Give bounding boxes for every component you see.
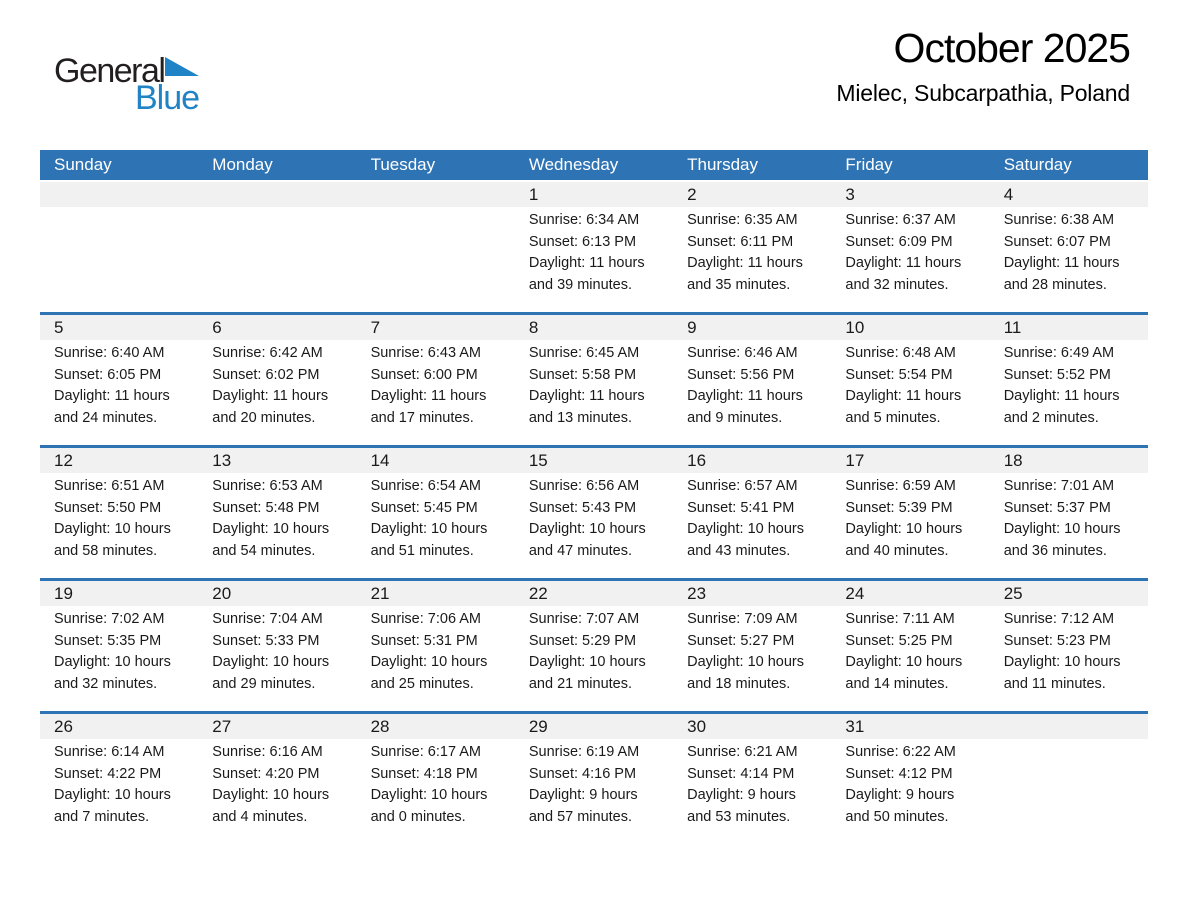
daylight-text: Daylight: 10 hours and 7 minutes. bbox=[54, 787, 171, 825]
day-number-9: 9 bbox=[687, 318, 697, 337]
day-cell-1 bbox=[515, 207, 673, 312]
sunrise-text: Sunrise: 6:54 AM bbox=[370, 478, 481, 494]
day-cell-16 bbox=[673, 473, 831, 578]
sunrise-text: Sunrise: 6:59 AM bbox=[845, 478, 956, 494]
day-number-26: 26 bbox=[54, 717, 73, 736]
day-cell-14 bbox=[357, 473, 515, 578]
sunset-text: Sunset: 6:00 PM bbox=[370, 366, 478, 383]
day-details-row bbox=[40, 606, 1148, 711]
day-cell-6 bbox=[198, 340, 356, 445]
empty-day-number bbox=[357, 182, 515, 207]
sunrise-text: Sunrise: 6:43 AM bbox=[370, 345, 481, 361]
day-cell-28 bbox=[357, 739, 515, 844]
sunset-text: Sunset: 5:58 PM bbox=[528, 366, 637, 383]
sunset-text: Sunset: 4:12 PM bbox=[845, 765, 953, 782]
day-number-8: 8 bbox=[528, 318, 539, 337]
day-details-row bbox=[40, 207, 1148, 312]
day-cell-31 bbox=[831, 739, 989, 844]
day-number-16: 16 bbox=[687, 451, 707, 470]
sunset-text: Sunset: 5:35 PM bbox=[54, 632, 162, 649]
day-details-row bbox=[40, 340, 1148, 445]
empty-day-cell bbox=[357, 207, 515, 312]
day-cell-19 bbox=[40, 606, 198, 711]
sunrise-text: Sunrise: 7:04 AM bbox=[212, 611, 323, 627]
daylight-text: Daylight: 10 hours and 47 minutes. bbox=[528, 521, 646, 559]
day-cell-3 bbox=[831, 207, 989, 312]
daylight-text: Daylight: 10 hours and 40 minutes. bbox=[845, 521, 963, 559]
day-number-27: 27 bbox=[212, 717, 232, 736]
day-cell-22 bbox=[515, 606, 673, 711]
sunrise-text: Sunrise: 6:49 AM bbox=[1003, 345, 1115, 361]
week-row-2 bbox=[40, 312, 1148, 445]
sunrise-text: Sunrise: 6:17 AM bbox=[370, 744, 481, 760]
sunset-text: Sunset: 5:56 PM bbox=[687, 366, 795, 383]
day-cell-4 bbox=[990, 207, 1148, 312]
sunset-text: Sunset: 5:39 PM bbox=[845, 499, 953, 516]
day-number-6: 6 bbox=[212, 318, 222, 337]
sunrise-text: Sunrise: 7:06 AM bbox=[370, 611, 481, 627]
title-block bbox=[836, 26, 1130, 107]
day-number-15: 15 bbox=[528, 451, 548, 470]
sunrise-text: Sunrise: 7:07 AM bbox=[528, 611, 640, 627]
sunrise-text: Sunrise: 6:57 AM bbox=[687, 478, 798, 494]
day-number-14: 14 bbox=[370, 451, 390, 470]
calendar-weeks bbox=[40, 182, 1148, 844]
daylight-text: Daylight: 11 hours and 20 minutes. bbox=[212, 388, 329, 426]
sunset-text: Sunset: 4:18 PM bbox=[370, 765, 478, 782]
daylight-text: Daylight: 10 hours and 54 minutes. bbox=[212, 521, 330, 559]
empty-day-cell bbox=[198, 207, 356, 312]
day-number-23: 23 bbox=[687, 584, 707, 603]
daylight-text: Daylight: 11 hours and 2 minutes. bbox=[1003, 388, 1120, 426]
day-details-row bbox=[40, 473, 1148, 578]
daylight-text: Daylight: 10 hours and 11 minutes. bbox=[1003, 654, 1121, 692]
sunset-text: Sunset: 5:31 PM bbox=[370, 632, 478, 649]
sunrise-text: Sunrise: 6:45 AM bbox=[528, 345, 640, 361]
sunrise-text: Sunrise: 7:02 AM bbox=[54, 611, 165, 627]
month-title: October 2025 bbox=[893, 25, 1130, 71]
day-number-12: 12 bbox=[54, 451, 73, 470]
day-number-7: 7 bbox=[370, 318, 381, 337]
sunrise-text: Sunrise: 6:40 AM bbox=[54, 345, 165, 361]
day-number-18: 18 bbox=[1003, 451, 1023, 470]
day-cell-17 bbox=[831, 473, 989, 578]
sunset-text: Sunset: 5:33 PM bbox=[212, 632, 320, 649]
sunrise-text: Sunrise: 6:19 AM bbox=[528, 744, 640, 760]
day-number-20: 20 bbox=[212, 584, 232, 603]
day-number-10: 10 bbox=[845, 318, 865, 337]
daylight-text: Daylight: 10 hours and 21 minutes. bbox=[528, 654, 646, 692]
day-number-5: 5 bbox=[54, 318, 64, 337]
daylight-text: Daylight: 11 hours and 32 minutes. bbox=[845, 255, 962, 293]
logo-text-general: General bbox=[54, 52, 165, 90]
sunrise-text: Sunrise: 6:35 AM bbox=[687, 212, 798, 228]
daylight-text: Daylight: 9 hours and 57 minutes. bbox=[528, 787, 638, 825]
sunset-text: Sunset: 5:43 PM bbox=[528, 499, 637, 516]
daylight-text: Daylight: 11 hours and 39 minutes. bbox=[528, 255, 645, 293]
weekday-header-wednesday: Wednesday bbox=[528, 155, 619, 174]
day-number-strip bbox=[40, 581, 1148, 606]
empty-day-number bbox=[198, 182, 356, 207]
day-details-row bbox=[40, 739, 1148, 844]
location-subtitle: Mielec, Subcarpathia, Poland bbox=[836, 80, 1130, 107]
sunset-text: Sunset: 6:11 PM bbox=[687, 233, 794, 250]
day-cell-11 bbox=[990, 340, 1148, 445]
sunset-text: Sunset: 6:07 PM bbox=[1003, 233, 1111, 250]
page-header bbox=[40, 26, 1148, 150]
day-cell-24 bbox=[831, 606, 989, 711]
weekday-header-saturday: Saturday bbox=[1003, 155, 1072, 174]
sunset-text: Sunset: 4:16 PM bbox=[528, 765, 637, 782]
sunset-text: Sunset: 5:50 PM bbox=[54, 499, 162, 516]
daylight-text: Daylight: 11 hours and 13 minutes. bbox=[528, 388, 645, 426]
day-number-22: 22 bbox=[528, 584, 548, 603]
logo-triangle-icon bbox=[165, 57, 199, 76]
sunrise-text: Sunrise: 7:09 AM bbox=[687, 611, 798, 627]
day-cell-5 bbox=[40, 340, 198, 445]
day-cell-21 bbox=[357, 606, 515, 711]
day-number-13: 13 bbox=[212, 451, 232, 470]
sunset-text: Sunset: 5:54 PM bbox=[845, 366, 953, 383]
weekday-header-thursday: Thursday bbox=[687, 155, 758, 174]
day-number-strip bbox=[40, 714, 1148, 739]
daylight-text: Daylight: 10 hours and 25 minutes. bbox=[370, 654, 488, 692]
day-cell-25 bbox=[990, 606, 1148, 711]
day-cell-26 bbox=[40, 739, 198, 844]
daylight-text: Daylight: 10 hours and 43 minutes. bbox=[687, 521, 804, 559]
sunrise-text: Sunrise: 6:16 AM bbox=[212, 744, 323, 760]
day-number-28: 28 bbox=[370, 717, 390, 736]
daylight-text: Daylight: 10 hours and 4 minutes. bbox=[212, 787, 330, 825]
sunrise-text: Sunrise: 6:34 AM bbox=[528, 212, 640, 228]
day-cell-2 bbox=[673, 207, 831, 312]
day-number-19: 19 bbox=[54, 584, 73, 603]
daylight-text: Daylight: 10 hours and 14 minutes. bbox=[845, 654, 963, 692]
day-number-24: 24 bbox=[845, 584, 865, 603]
sunrise-text: Sunrise: 6:48 AM bbox=[845, 345, 956, 361]
sunset-text: Sunset: 5:48 PM bbox=[212, 499, 320, 516]
day-number-29: 29 bbox=[528, 717, 548, 736]
weekday-header-sunday: Sunday bbox=[54, 155, 112, 174]
day-cell-23 bbox=[673, 606, 831, 711]
day-number-strip bbox=[40, 182, 1148, 207]
day-number-1: 1 bbox=[528, 185, 539, 204]
day-cell-20 bbox=[198, 606, 356, 711]
daylight-text: Daylight: 11 hours and 35 minutes. bbox=[687, 255, 803, 293]
day-number-3: 3 bbox=[845, 185, 855, 204]
daylight-text: Daylight: 10 hours and 58 minutes. bbox=[54, 521, 171, 559]
day-cell-27 bbox=[198, 739, 356, 844]
day-number-strip bbox=[40, 315, 1148, 340]
daylight-text: Daylight: 10 hours and 36 minutes. bbox=[1003, 521, 1121, 559]
week-row-4 bbox=[40, 578, 1148, 711]
empty-day-cell bbox=[40, 207, 198, 312]
sunrise-text: Sunrise: 6:38 AM bbox=[1003, 212, 1115, 228]
empty-day-number bbox=[990, 714, 1148, 739]
sunset-text: Sunset: 6:02 PM bbox=[212, 366, 320, 383]
sunset-text: Sunset: 4:14 PM bbox=[687, 765, 795, 782]
sunset-text: Sunset: 5:23 PM bbox=[1003, 632, 1111, 649]
sunrise-text: Sunrise: 6:22 AM bbox=[845, 744, 956, 760]
day-number-31: 31 bbox=[845, 717, 865, 736]
week-row-5 bbox=[40, 711, 1148, 844]
day-cell-7 bbox=[357, 340, 515, 445]
sunset-text: Sunset: 4:22 PM bbox=[54, 765, 162, 782]
weekday-header-friday: Friday bbox=[845, 155, 893, 174]
week-row-3 bbox=[40, 445, 1148, 578]
sunset-text: Sunset: 5:29 PM bbox=[528, 632, 637, 649]
sunset-text: Sunset: 5:45 PM bbox=[370, 499, 478, 516]
sunrise-text: Sunrise: 6:37 AM bbox=[845, 212, 956, 228]
sunset-text: Sunset: 5:25 PM bbox=[845, 632, 953, 649]
daylight-text: Daylight: 10 hours and 0 minutes. bbox=[370, 787, 488, 825]
sunset-text: Sunset: 6:13 PM bbox=[528, 233, 637, 250]
sunrise-text: Sunrise: 6:21 AM bbox=[687, 744, 798, 760]
daylight-text: Daylight: 11 hours and 5 minutes. bbox=[845, 388, 962, 426]
day-number-4: 4 bbox=[1003, 185, 1014, 204]
sunset-text: Sunset: 4:20 PM bbox=[212, 765, 320, 782]
daylight-text: Daylight: 9 hours and 50 minutes. bbox=[845, 787, 955, 825]
sunrise-text: Sunrise: 6:56 AM bbox=[528, 478, 640, 494]
day-number-30: 30 bbox=[687, 717, 707, 736]
sunrise-text: Sunrise: 6:53 AM bbox=[212, 478, 323, 494]
sunrise-text: Sunrise: 6:42 AM bbox=[212, 345, 323, 361]
week-row-1 bbox=[40, 182, 1148, 312]
day-cell-29 bbox=[515, 739, 673, 844]
general-blue-logo bbox=[54, 54, 199, 115]
day-cell-18 bbox=[990, 473, 1148, 578]
day-cell-13 bbox=[198, 473, 356, 578]
daylight-text: Daylight: 11 hours and 17 minutes. bbox=[370, 388, 487, 426]
day-number-2: 2 bbox=[687, 185, 697, 204]
daylight-text: Daylight: 9 hours and 53 minutes. bbox=[687, 787, 796, 825]
sunset-text: Sunset: 6:05 PM bbox=[54, 366, 162, 383]
day-number-21: 21 bbox=[370, 584, 390, 603]
sunrise-text: Sunrise: 7:11 AM bbox=[845, 611, 955, 627]
daylight-text: Daylight: 11 hours and 24 minutes. bbox=[54, 388, 170, 426]
weekday-header-monday: Monday bbox=[212, 155, 273, 174]
day-cell-12 bbox=[40, 473, 198, 578]
daylight-text: Daylight: 10 hours and 32 minutes. bbox=[54, 654, 171, 692]
weekday-header-tuesday: Tuesday bbox=[370, 155, 436, 174]
sunset-text: Sunset: 5:52 PM bbox=[1003, 366, 1111, 383]
empty-day-cell bbox=[990, 739, 1148, 844]
day-number-25: 25 bbox=[1003, 584, 1023, 603]
sunset-text: Sunset: 5:37 PM bbox=[1003, 499, 1111, 516]
daylight-text: Daylight: 11 hours and 9 minutes. bbox=[687, 388, 803, 426]
empty-day-number bbox=[40, 182, 198, 207]
daylight-text: Daylight: 11 hours and 28 minutes. bbox=[1003, 255, 1120, 293]
sunset-text: Sunset: 5:27 PM bbox=[687, 632, 795, 649]
day-number-11: 11 bbox=[1003, 318, 1022, 337]
day-number-17: 17 bbox=[845, 451, 865, 470]
sunset-text: Sunset: 5:41 PM bbox=[687, 499, 795, 516]
daylight-text: Daylight: 10 hours and 18 minutes. bbox=[687, 654, 804, 692]
sunrise-text: Sunrise: 7:01 AM bbox=[1003, 478, 1115, 494]
day-cell-8 bbox=[515, 340, 673, 445]
day-cell-9 bbox=[673, 340, 831, 445]
sunrise-text: Sunrise: 6:14 AM bbox=[54, 744, 165, 760]
calendar-table bbox=[40, 150, 1148, 844]
day-cell-10 bbox=[831, 340, 989, 445]
sunrise-text: Sunrise: 6:46 AM bbox=[687, 345, 798, 361]
day-cell-15 bbox=[515, 473, 673, 578]
sunset-text: Sunset: 6:09 PM bbox=[845, 233, 953, 250]
weekday-header-row bbox=[40, 150, 1148, 180]
day-number-strip bbox=[40, 448, 1148, 473]
logo-text-blue: Blue bbox=[135, 79, 200, 117]
sunrise-text: Sunrise: 6:51 AM bbox=[54, 478, 165, 494]
sunrise-text: Sunrise: 7:12 AM bbox=[1003, 611, 1115, 627]
daylight-text: Daylight: 10 hours and 29 minutes. bbox=[212, 654, 330, 692]
daylight-text: Daylight: 10 hours and 51 minutes. bbox=[370, 521, 488, 559]
day-cell-30 bbox=[673, 739, 831, 844]
